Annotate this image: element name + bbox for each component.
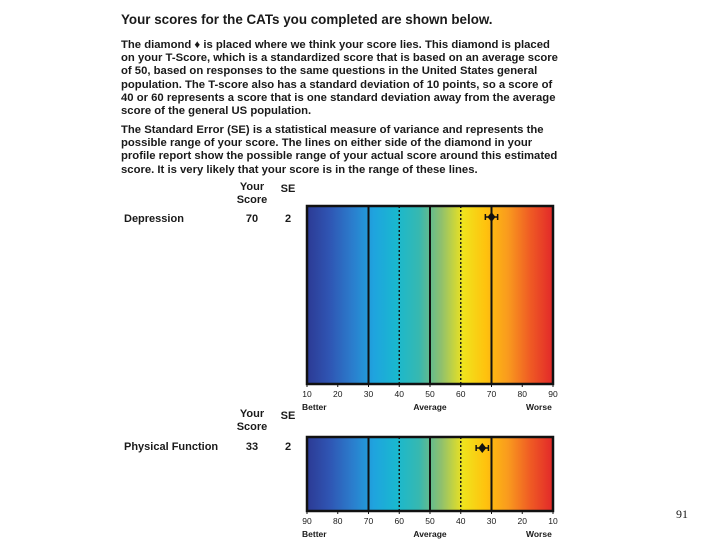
diamond-explanation: The diamond ♦ is placed where we think your score lies. This diamond is placed on your T-Score, which is a standardized score that is based on an average score of 50, based on responses to the same questions in the United States general population. The T-score also has a standard deviation of 10 points, so a score of 40 or 60 represents a score that is one standard deviation away from the average score of the general US population.: [121, 39, 558, 118]
score-band-svg: [306, 205, 554, 387]
score-band-svg: [306, 436, 554, 514]
depression-score-chart: [302, 205, 558, 417]
score-value-depression: 70: [245, 213, 259, 225]
tick-label-30: 30: [363, 389, 374, 399]
se-header-2: SE: [280, 410, 296, 422]
se-header: SE: [280, 183, 296, 195]
tick-label-70: 70: [363, 516, 374, 526]
measure-name-depression: Depression: [124, 213, 184, 225]
tick-label-50: 50: [425, 516, 435, 526]
tick-label-20: 20: [517, 516, 527, 526]
tick-label-10: 10: [302, 389, 312, 399]
tick-label-40: 40: [456, 516, 466, 526]
tick-label-20: 20: [333, 389, 343, 399]
your-score-header-line2: Score: [236, 194, 268, 206]
tick-label-10: 10: [548, 516, 558, 526]
standard-error-explanation: The Standard Error (SE) is a statistical measure of variance and represents the possible range of your score. The lines on either side of the diamond in your profile report show the possible range of your actual score around this estimated score. It is very likely that your score is in the range of these lines.: [121, 124, 558, 176]
measure-name-physical-function: Physical Function: [124, 441, 219, 453]
anchor-worse: Worse: [526, 529, 552, 539]
tick-label-60: 60: [394, 516, 404, 526]
tick-label-90: 90: [548, 389, 558, 399]
tick-label-90: 90: [302, 516, 312, 526]
tick-label-70: 70: [486, 389, 497, 399]
your-score-header-2-line2: Score: [236, 421, 268, 433]
tick-label-60: 60: [456, 389, 466, 399]
anchor-average: Average: [413, 402, 447, 412]
anchor-better: Better: [302, 402, 327, 412]
tick-label-80: 80: [517, 389, 527, 399]
tick-label-50: 50: [425, 389, 435, 399]
physical-function-score-chart: [302, 436, 558, 540]
se-value-physical-function: 2: [284, 441, 292, 453]
anchor-worse: Worse: [526, 402, 552, 412]
your-score-header-line1: Your: [239, 181, 265, 193]
your-score-header: [232, 181, 272, 207]
page-number: 91: [676, 507, 688, 521]
your-score-header-2: [232, 408, 272, 434]
anchor-better: Better: [302, 529, 327, 539]
score-value-physical-function: 33: [245, 441, 259, 453]
your-score-header-2-line1: Your: [239, 408, 265, 420]
anchor-average: Average: [413, 529, 447, 539]
page-heading: Your scores for the CATs you completed are shown below.: [121, 12, 493, 27]
se-value-depression: 2: [284, 213, 292, 225]
tick-label-30: 30: [486, 516, 497, 526]
tick-label-40: 40: [394, 389, 404, 399]
tick-label-80: 80: [333, 516, 343, 526]
